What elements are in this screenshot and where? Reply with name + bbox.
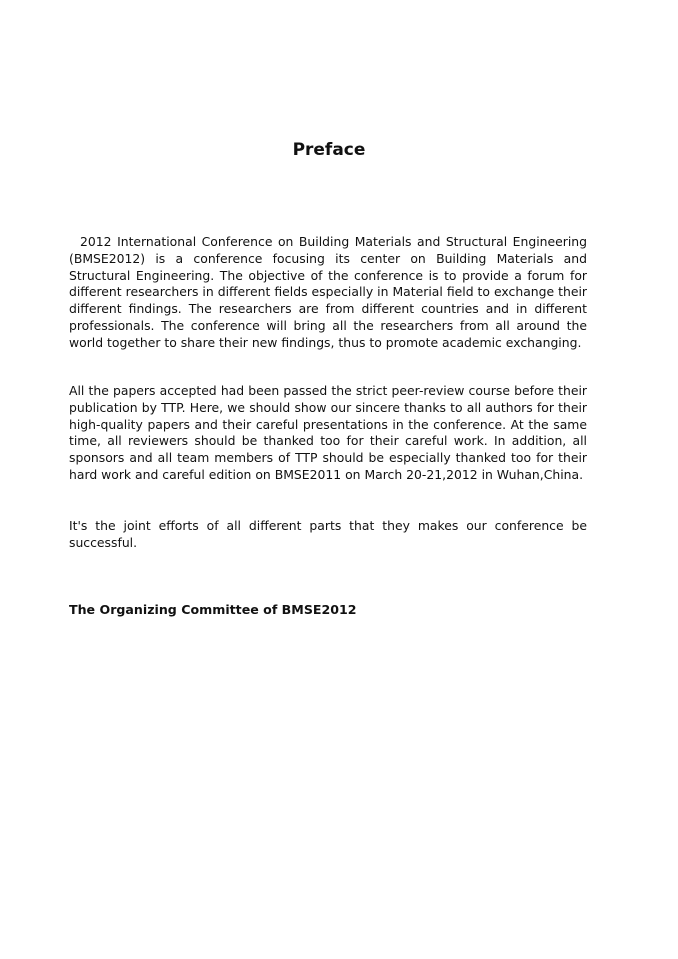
paragraph-acknowledgements: All the papers accepted had been passed the strict peer-review course before their publication by TTP. Here, we should show our sincere thanks to all authors for their high-quality papers and their careful presentations in the conference. At the same time, all reviewers should be thanked too for their careful work. In addition, all sponsors and all team members of TTP should be especially thanked too for their hard work and careful edition on BMSE2011 on March 20-21,2012 in Wuhan,China. [69, 383, 587, 482]
paragraph-closing: It's the joint efforts of all different parts that they makes our conference be successful. [69, 518, 587, 550]
page-title: Preface [292, 140, 366, 160]
signature: The Organizing Committee of BMSE2012 [69, 602, 357, 617]
paragraph-introduction: 2012 International Conference on Building Materials and Structural Engineering (BMSE2012) is a conference focusing its center on Building Materials and Structural Engineering. The objective of the conference is to provide a forum for different researchers in different fields especially in Material field to exchange their different findings. The researchers are from different countries and in different professionals. The conference will bring all the researchers from all around the world together to share their new findings, thus to promote academic exchanging. [69, 234, 587, 350]
